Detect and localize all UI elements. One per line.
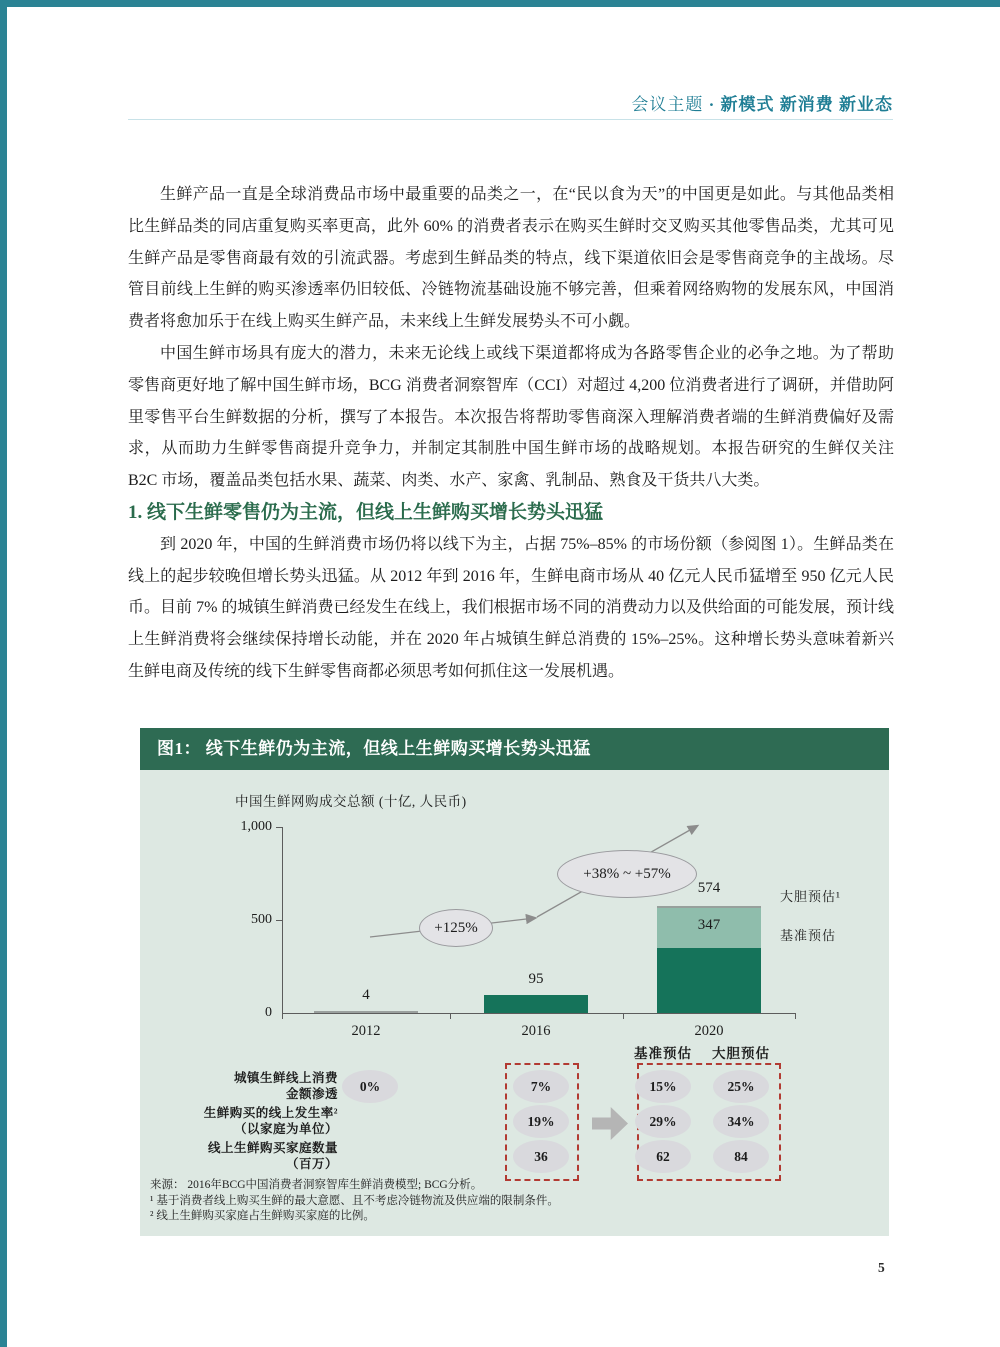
- bar-value-2020-base: 347: [697, 917, 721, 933]
- x-label-2012: 2012: [351, 1023, 381, 1039]
- legend-bold-estimate: 大胆预估¹: [780, 889, 841, 904]
- row1-label-line1: 城镇生鲜线上消费: [233, 1071, 338, 1085]
- bar-2012: [314, 1011, 418, 1013]
- x-tick: [282, 1013, 283, 1019]
- page-header: [128, 90, 893, 115]
- value-bubble-r1-2020base: 15%: [635, 1070, 691, 1103]
- row2-label-line1: 生鲜购买的线上发生率²: [203, 1106, 338, 1120]
- value-bubble-r3-2020base: 62: [635, 1140, 691, 1173]
- row1-label-line2: 金额渗透: [285, 1087, 338, 1101]
- x-tick: [623, 1013, 624, 1019]
- table-col-header-base: 基准预估: [634, 1046, 692, 1061]
- figure-1-panel: [140, 728, 889, 1236]
- x-axis-line: [282, 1013, 795, 1014]
- value-bubble-r2-2020bold: 34%: [713, 1105, 769, 1138]
- header-section-label: 会议主题: [631, 95, 704, 114]
- growth-bubble-125: +125%: [419, 909, 493, 947]
- y-tick: [276, 920, 283, 921]
- section-heading: 1. 线下生鲜零售仍为主流，但线上生鲜购买增长势头迅猛: [128, 501, 604, 523]
- x-label-2020: 2020: [694, 1023, 724, 1039]
- value-bubble-r3-2020bold: 84: [713, 1140, 769, 1173]
- y-tick-label-1000: 1,000: [240, 819, 272, 834]
- figure-title-bar: 图1： 线下生鲜仍为主流，但线上生鲜购买增长势头迅猛: [140, 728, 889, 770]
- section-paragraph: 到 2020 年，中国的生鲜消费市场仍将以线下为主，占据 75%–85% 的市场份额（参阅图 1）。生鲜品类在线上的起步较晚但增长势头迅猛。从 2012 年到 2016 年，生鲜电商市场从 40 亿元人民币猛增至 950 亿元人民币。目前 7% 的城镇生鲜消费已经发生在线上，我们根据市场不同的消费动力以及供给面的可能发展，预计线上生鲜消费将会继续保持增长动能，并在 2020 年占城镇生鲜总消费的 15%–25%。这种增长势头意味着新兴生鲜电商及传统的线下生鲜零售商都必须思考如何抓住这一发展机遇。: [128, 535, 894, 680]
- page-top-trim: [0, 0, 1000, 7]
- row3-label-line2: （百万）: [285, 1157, 338, 1171]
- y-tick-label-0: 0: [265, 1005, 272, 1020]
- growth-bubble-38-57: +38% ~ +57%: [557, 850, 697, 898]
- figure-body: [140, 770, 889, 1236]
- y-tick-label-500: 500: [251, 912, 272, 927]
- x-tick: [450, 1013, 451, 1019]
- table-row-label-2: [140, 1105, 338, 1137]
- footnote-2: ² 线上生鲜购买家庭占生鲜购买家庭的比例。: [150, 1210, 375, 1222]
- header-rule: [128, 119, 893, 120]
- footnote-source: 来源： 2016年BCG中国消费者洞察智库生鲜消费模型; BCG分析。: [150, 1179, 483, 1191]
- table-row-label-3: [140, 1140, 338, 1172]
- bar-value-2020-total: 574: [697, 880, 721, 896]
- bar-2020-base: [657, 948, 761, 1013]
- x-label-2016: 2016: [521, 1023, 551, 1039]
- y-tick: [276, 827, 283, 828]
- table-row-label-1: [140, 1070, 338, 1102]
- chart-axis-title: 中国生鲜网购成交总额 (十亿, 人民币): [235, 794, 467, 809]
- figure-footnotes: [150, 1178, 559, 1225]
- value-bubble-r3-2016: 36: [513, 1140, 569, 1173]
- bar-2016: [484, 995, 588, 1013]
- intro-paragraph-2: 中国生鲜市场具有庞大的潜力，未来无论线上或线下渠道都将成为各路零售企业的必争之地。为了帮助零售商更好地了解中国生鲜市场，BCG 消费者洞察智库（CCI）对超过 4,200 位消费者进行了调研，并借助阿里零售平台生鲜数据的分析，撰写了本报告。本次报告将帮助零售商深入理解消费者端的生鲜消费偏好及需求，从而助力生鲜零售商提升竞争力，并制定其制胜中国生鲜市场的战略规划。本报告研究的生鲜仅关注 B2C 市场，覆盖品类包括水果、蔬菜、肉类、水产、家禽、乳制品、熟食及干货共八大类。: [128, 344, 894, 490]
- transition-arrow-icon: [592, 1107, 628, 1140]
- header-separator: ·: [703, 95, 721, 114]
- page-left-trim: [0, 0, 7, 1347]
- row3-label-line1: 线上生鲜购买家庭数量: [207, 1141, 338, 1155]
- value-bubble-r1-2012: 0%: [342, 1070, 398, 1103]
- body-text: [128, 179, 894, 688]
- bar-value-2012: 4: [362, 987, 370, 1003]
- value-bubble-r1-2016: 7%: [513, 1070, 569, 1103]
- bar-value-2016: 95: [528, 971, 544, 987]
- row2-label-line2: （以家庭为单位）: [233, 1122, 338, 1136]
- legend-base-estimate: 基准预估: [780, 928, 837, 943]
- value-bubble-r2-2020base: 29%: [635, 1105, 691, 1138]
- header-topics: 新模式 新消费 新业态: [720, 95, 893, 114]
- table-col-header-bold: 大胆预估: [712, 1046, 770, 1061]
- value-bubble-r1-2020bold: 25%: [713, 1070, 769, 1103]
- intro-paragraph-1: 生鲜产品一直是全球消费品市场中最重要的品类之一，在“民以食为天”的中国更是如此。与其他品类相比生鲜品类的同店重复购买率更高，此外 60% 的消费者表示在购买生鲜时交叉购买其他零售品类，尤其可见生鲜产品是零售商最有效的引流武器。考虑到生鲜品类的特点，线下渠道依旧会是零售商竞争的主战场。尽管目前线上生鲜的购买渗透率仍旧较低、冷链物流基础设施不够完善，但乘着网络购物的发展东风，中国消费者将愈加乐于在线上购买生鲜产品，未来线上生鲜发展势头不可小觑。: [128, 186, 894, 331]
- page-number: 5: [878, 1260, 885, 1275]
- value-bubble-r2-2016: 19%: [513, 1105, 569, 1138]
- footnote-1: ¹ 基于消费者线上购买生鲜的最大意愿、且不考虑冷链物流及供应端的限制条件。: [150, 1194, 559, 1207]
- x-tick: [795, 1013, 796, 1019]
